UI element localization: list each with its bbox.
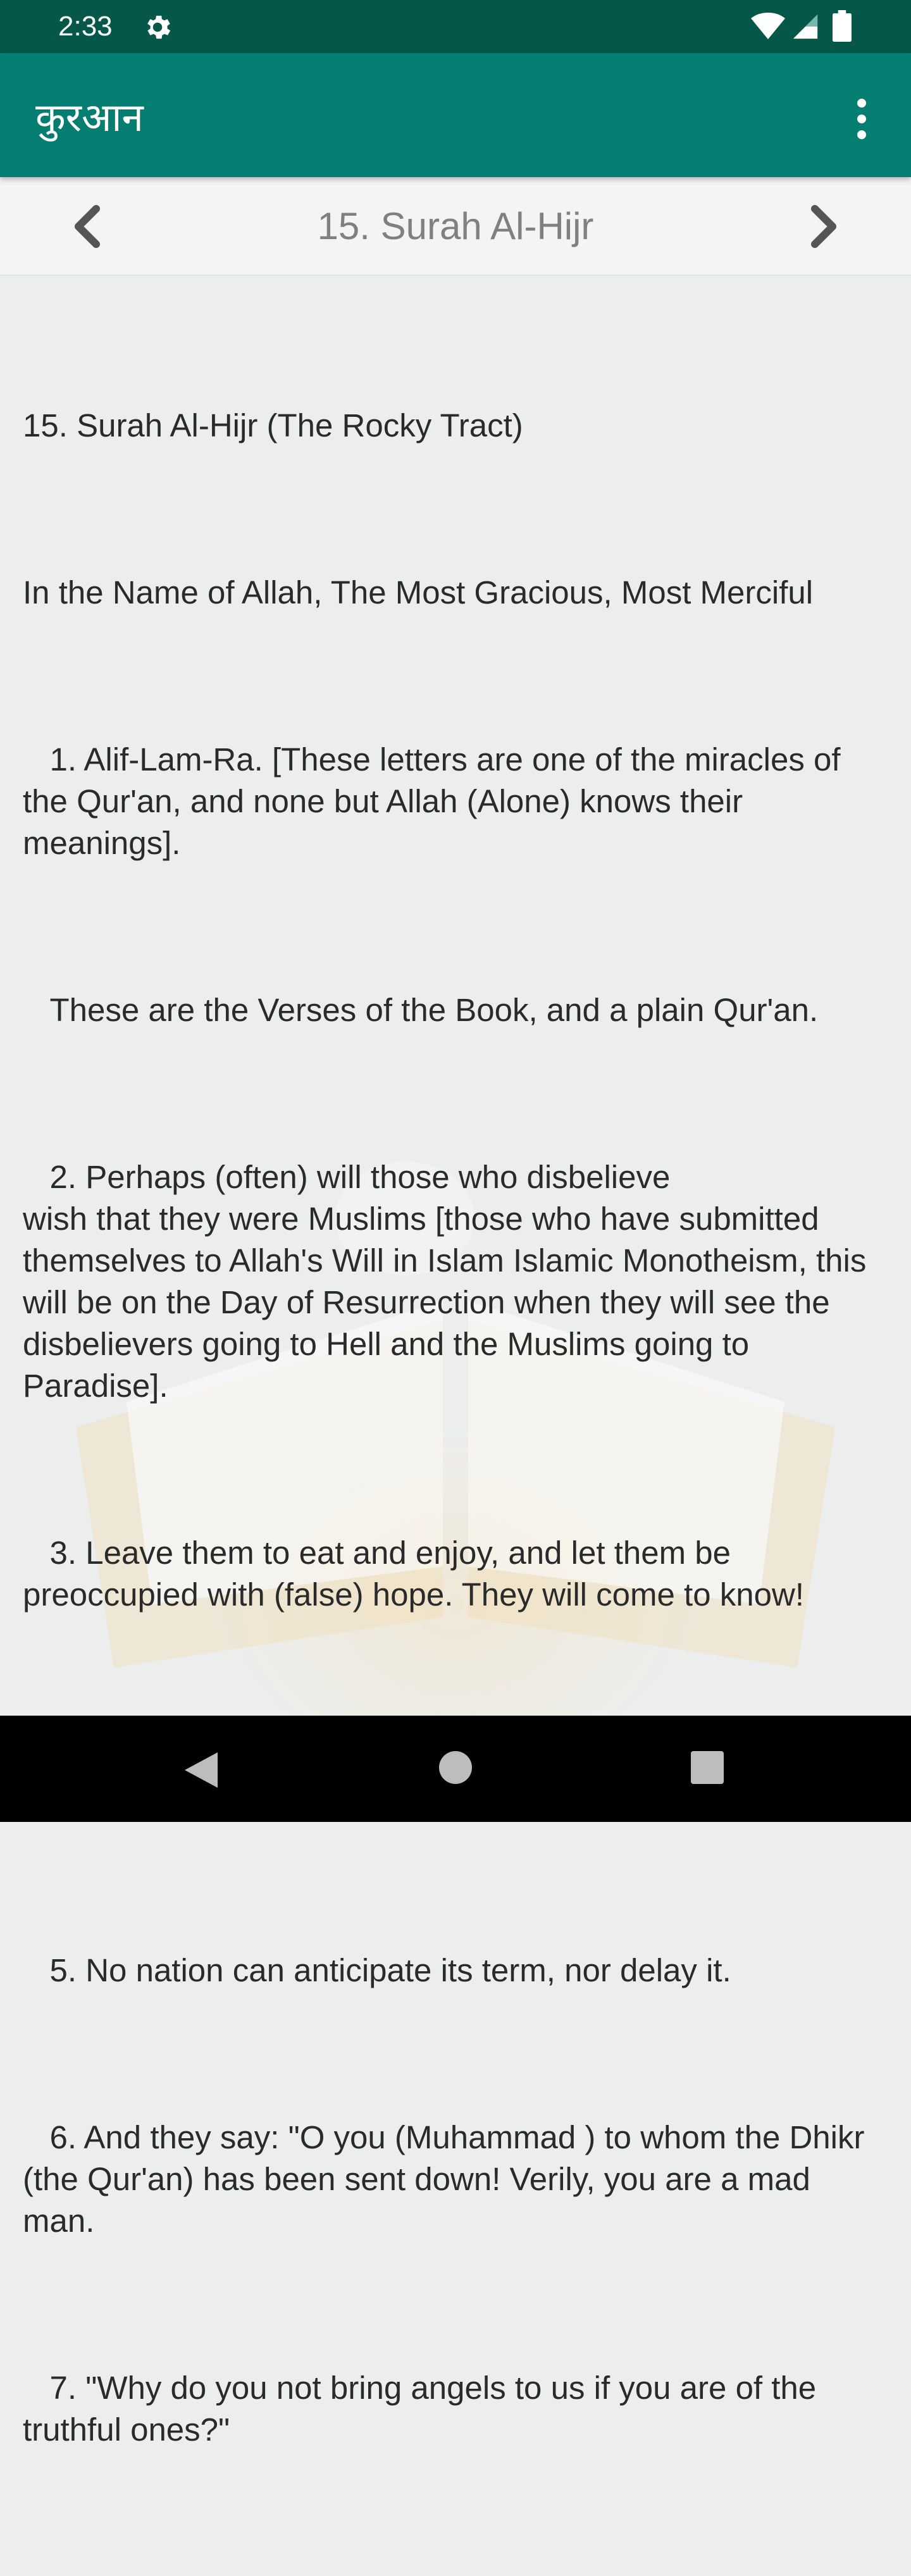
status-bar — [0, 0, 911, 53]
wifi-icon — [750, 11, 786, 42]
app-title: कुरआन — [35, 94, 144, 140]
more-vert-icon[interactable] — [841, 92, 882, 146]
signal-icon — [791, 11, 820, 42]
basmala: In the Name of Allah, The Most Gracious, Most Merciful — [23, 574, 814, 610]
system-navigation-bar — [0, 1716, 911, 1822]
status-time: 2:33 — [58, 11, 113, 42]
recents-icon[interactable] — [691, 1751, 724, 1784]
chevron-right-icon[interactable] — [797, 201, 848, 252]
verse-text: 3. Leave them to eat and enjoy, and let them be preoccupied with (false) hope. They will come to know! — [23, 1535, 804, 1613]
verse-text: 5. No nation can anticipate its term, nor delay it. — [23, 1952, 731, 1988]
surah-navigation — [0, 177, 911, 276]
surah-heading: 15. Surah Al-Hijr (The Rocky Tract) — [23, 407, 523, 443]
verse-list — [23, 321, 891, 2576]
menu-dot — [857, 130, 866, 139]
verse-text: These are the Verses of the Book, and a plain Qur'an. — [23, 992, 819, 1028]
battery-icon — [833, 10, 852, 42]
app-bar — [0, 53, 911, 177]
chevron-left-icon[interactable] — [63, 201, 114, 252]
surah-title: 15. Surah Al-Hijr — [317, 205, 594, 247]
verse-text: 2. Perhaps (often) will those who disbelieve wish that they were Muslims [those who have submitted themselves to Allah's Will in Islam Islamic Monotheism, this will be on the Day of Resurrection when they will see the disbelievers going to Hell and the Muslims going to Paradise]. — [23, 1159, 867, 1404]
menu-dot — [857, 99, 866, 108]
menu-dot — [857, 115, 866, 123]
verse-text: 7. "Why do you not bring angels to us if you are of the truthful ones?" — [23, 2370, 826, 2448]
verse-text: 6. And they say: "O you (Muhammad ) to whom the Dhikr (the Qur'an) has been sent down! Verily, you are a mad man. — [23, 2119, 874, 2239]
gear-icon — [142, 11, 173, 43]
back-icon[interactable] — [182, 1750, 220, 1790]
verse-text: 1. Alif-Lam-Ra. [These letters are one of the miracles of the Qur'an, and none but Allah (Alone) knows their meanings]. — [23, 741, 850, 861]
home-icon[interactable] — [439, 1751, 472, 1784]
surah-content[interactable] — [0, 276, 911, 2448]
